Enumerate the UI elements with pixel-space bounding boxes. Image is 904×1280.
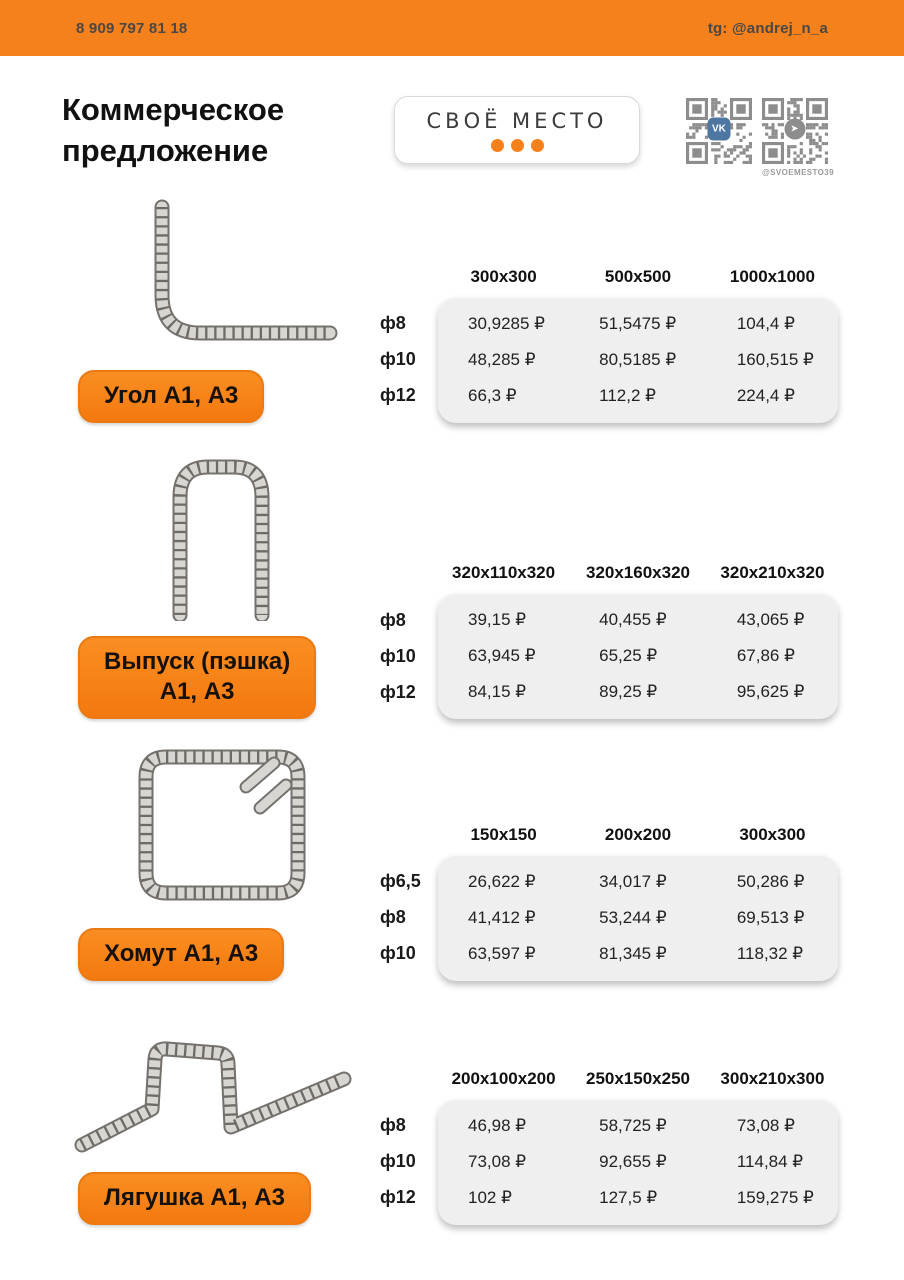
product-label-line: Лягушка А1, А3 (104, 1183, 285, 1211)
price-cell: 73,08 ₽ (468, 1151, 527, 1171)
products (0, 197, 904, 1225)
size-column-header: 300x300 (739, 824, 806, 844)
product-label-line: А1, А3 (159, 678, 235, 706)
qr-codes (686, 90, 834, 177)
qr-caption: @SVOEMESTO39 (761, 168, 834, 177)
price-cell: 46,98 ₽ (468, 1115, 527, 1135)
size-column-header: 250x150x250 (585, 1068, 690, 1088)
top-bar (0, 0, 904, 56)
price-cell: 53,244 ₽ (599, 907, 667, 927)
size-column-header: 1000x1000 (729, 266, 815, 286)
vk-icon: VK (707, 118, 730, 141)
size-column-header: 200x200 (604, 824, 672, 844)
price-row (380, 864, 838, 900)
price-table-header (380, 267, 838, 287)
price-cell: 160,515 ₽ (736, 349, 814, 369)
price-cell: 66,3 ₽ (468, 385, 517, 405)
price-table-body (380, 855, 838, 981)
product-visual (62, 735, 380, 981)
price-table-rows (380, 1099, 838, 1225)
header-spacer (380, 563, 438, 583)
product-label-badge (78, 928, 284, 981)
price-cell: 50,286 ₽ (736, 871, 805, 891)
price-table-rows (380, 297, 838, 423)
price-cell: 65,25 ₽ (599, 646, 658, 666)
page-title-line1: Коммерческое (62, 92, 285, 127)
size-column-header: 320x110x320 (452, 563, 556, 583)
size-column-header: 150x150 (470, 824, 537, 844)
size-column-header: 200x100x200 (451, 1068, 556, 1088)
diameter-label: ф8 (380, 1115, 406, 1136)
price-cell: 112,2 ₽ (599, 385, 656, 405)
price-row (380, 342, 838, 378)
telegram-icon: ➤ (784, 119, 805, 140)
price-row (380, 936, 838, 972)
price-cell: 63,597 ₽ (468, 943, 536, 963)
price-row (380, 378, 838, 414)
product-section (0, 1027, 904, 1225)
price-cell: 30,9285 ₽ (468, 313, 545, 333)
logo-dot (511, 139, 524, 152)
diameter-label: ф10 (380, 349, 416, 370)
product-label-line: Угол А1, А3 (104, 382, 239, 409)
diameter-label: ф8 (380, 907, 406, 928)
logo-dot (531, 139, 544, 152)
price-table-body (380, 593, 838, 719)
company-logo (394, 96, 640, 164)
price-table-body (380, 297, 838, 423)
rebar-shape-image (118, 449, 318, 626)
diameter-label: ф10 (380, 943, 416, 964)
diameter-label: ф10 (380, 1151, 416, 1172)
price-table-body (380, 1099, 838, 1225)
price-table (380, 267, 838, 423)
price-cell: 95,625 ₽ (736, 682, 805, 702)
price-table (380, 825, 838, 981)
price-cell: 63,945 ₽ (468, 646, 536, 666)
product-label-badge (78, 1172, 311, 1225)
price-row (380, 674, 838, 710)
price-row (380, 306, 838, 342)
price-table (380, 563, 838, 719)
price-table-rows (380, 855, 838, 981)
size-column-header: 300x300 (470, 266, 537, 286)
price-cell: 80,5185 ₽ (599, 349, 677, 369)
phone-number: 8 909 797 81 18 (76, 19, 188, 37)
price-cell: 51,5475 ₽ (599, 313, 677, 333)
price-cell: 39,15 ₽ (468, 610, 527, 630)
header-spacer (380, 267, 438, 287)
price-table-rows (380, 593, 838, 719)
price-table-header (380, 563, 838, 583)
price-row (380, 638, 838, 674)
price-row (380, 900, 838, 936)
product-visual (62, 197, 380, 423)
price-row (380, 1144, 838, 1180)
price-cell: 92,655 ₽ (599, 1151, 667, 1171)
diameter-label: ф6,5 (380, 871, 421, 892)
diameter-label: ф8 (380, 313, 406, 334)
price-cell: 73,08 ₽ (736, 1115, 795, 1135)
price-cell: 67,86 ₽ (736, 646, 795, 666)
price-table-header (380, 1069, 838, 1089)
price-cell: 58,725 ₽ (599, 1115, 667, 1135)
price-row (380, 1108, 838, 1144)
price-cell: 104,4 ₽ (736, 313, 795, 333)
diameter-label: ф12 (380, 385, 416, 406)
rebar-shape-image (100, 197, 340, 360)
stirrup-rebar-icon (102, 735, 332, 913)
price-cell: 81,345 ₽ (599, 943, 667, 963)
logo-dot (491, 139, 504, 152)
price-cell: 114,84 ₽ (736, 1151, 804, 1171)
diameter-label: ф8 (380, 609, 406, 630)
price-cell: 102 ₽ (468, 1187, 512, 1207)
vk-qr-code (686, 98, 752, 164)
product-section (0, 197, 904, 423)
angle-rebar-icon (100, 197, 340, 355)
header-spacer (380, 825, 438, 845)
rebar-shape-image (72, 1027, 357, 1166)
rebar-shape-image (102, 735, 332, 918)
price-cell: 41,412 ₽ (468, 907, 536, 927)
price-cell: 84,15 ₽ (468, 682, 527, 702)
page-title (62, 90, 394, 172)
telegram-handle: tg: @andrej_n_a (707, 19, 828, 37)
size-column-header: 320x160x320 (585, 563, 690, 583)
diameter-label: ф12 (380, 1187, 416, 1208)
telegram-qr-code (762, 98, 828, 164)
price-cell: 43,065 ₽ (736, 610, 805, 630)
telegram-qr-block (762, 98, 834, 177)
price-row (380, 1180, 838, 1216)
frog-rebar-icon (72, 1027, 357, 1161)
price-cell: 26,622 ₽ (468, 871, 536, 891)
price-cell: 40,455 ₽ (599, 610, 667, 630)
diameter-label: ф12 (380, 681, 416, 702)
product-label-line: Хомут А1, А3 (104, 940, 259, 968)
price-cell: 127,5 ₽ (599, 1187, 658, 1207)
price-cell: 34,017 ₽ (599, 871, 667, 891)
u-rebar-icon (118, 449, 318, 621)
price-row (380, 602, 838, 638)
product-section (0, 449, 904, 719)
company-logo-text: СВОЁ МЕСТО (426, 108, 608, 133)
price-cell: 224,4 ₽ (736, 385, 795, 405)
product-section (0, 735, 904, 981)
size-column-header: 300x210x300 (720, 1068, 825, 1088)
price-table-header (380, 825, 838, 845)
price-cell: 118,32 ₽ (736, 943, 804, 963)
product-visual (62, 1027, 380, 1225)
size-column-header: 320x210x320 (720, 563, 825, 583)
price-table (380, 1069, 838, 1225)
product-label-line: Выпуск (пэшка) (104, 647, 291, 675)
product-label-badge (78, 636, 316, 719)
price-cell: 69,513 ₽ (736, 907, 805, 927)
price-cell: 89,25 ₽ (599, 682, 658, 702)
logo-dots (491, 139, 544, 152)
header-spacer (380, 1069, 438, 1089)
size-column-header: 500x500 (604, 266, 672, 286)
diameter-label: ф10 (380, 645, 416, 666)
product-visual (62, 449, 380, 719)
price-cell: 159,275 ₽ (736, 1187, 814, 1207)
page-title-line2: предложение (62, 132, 269, 168)
header (0, 56, 904, 177)
price-cell: 48,285 ₽ (468, 349, 536, 369)
product-label-badge (78, 370, 264, 423)
